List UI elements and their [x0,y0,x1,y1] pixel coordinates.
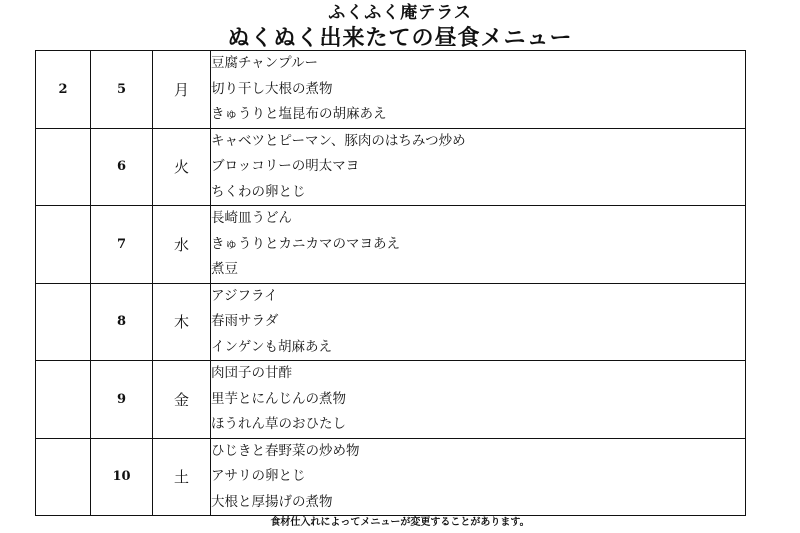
month-cell [36,361,91,439]
dish-item: ブロッコリーの明太マヨ [211,158,360,174]
weekday-cell: 火 [153,128,211,206]
dish-item: きゅうりとカニカマのマヨあえ [211,235,400,252]
dish-item: 里芋とにんじんの煮物 [211,390,346,407]
dish-item: 豆腐チャンプルー [211,55,319,71]
menu-body [36,51,746,516]
dish-item: きゅうりと塩昆布の胡麻あえ [211,106,387,122]
dish-item: インゲンも胡麻あえ [211,338,332,355]
dish-item: ほうれん草のおひたし [211,416,346,432]
lunch-menu-table [35,50,746,516]
dish-item: 切り干し大根の煮物 [211,80,333,97]
month-cell [36,283,91,361]
dishes-cell [211,361,746,439]
menu-row [36,206,746,284]
weekday-cell: 金 [153,361,211,439]
dishes-cell [211,438,746,516]
dish-item: キャベツとピーマン、豚肉のはちみつ炒め [211,132,466,149]
weekday-cell: 月 [153,51,211,129]
date-cell: 9 [91,361,153,439]
month-cell: 2 [36,51,91,129]
month-cell [36,438,91,516]
date-cell: 6 [91,128,153,206]
menu-row [36,361,746,439]
dish-item: ちくわの卵とじ [211,183,306,200]
dish-item: 大根と厚揚げの煮物 [211,493,333,510]
weekday-cell: 水 [153,206,211,284]
menu-title: ぬくぬく出来たての昼食メニュー [227,26,573,51]
dish-item: 長崎皿うどん [211,210,292,226]
date-cell: 7 [91,206,153,284]
dishes-cell [211,128,746,206]
dishes-cell [211,51,746,129]
dishes-cell [211,283,746,361]
dish-item: ひじきと春野菜の炒め物 [211,442,360,459]
menu-row [36,438,746,516]
menu-subtitle: ふくふく庵テラス [328,3,472,23]
menu-row [36,128,746,206]
dishes-cell [211,206,746,284]
weekday-cell: 木 [153,283,211,361]
menu-row [36,283,746,361]
title-block [0,2,800,52]
footer-note: 食材仕入れによってメニューが変更することがあります。 [270,517,530,528]
dish-item: アサリの卵とじ [211,468,306,484]
month-cell [36,206,91,284]
date-cell: 8 [91,283,153,361]
dish-item: 春雨サラダ [211,313,279,329]
date-cell: 5 [91,51,153,129]
date-cell: 10 [91,438,153,516]
dish-item: 煮豆 [211,261,238,277]
month-cell [36,128,91,206]
weekday-cell: 土 [153,438,211,516]
menu-row [36,51,746,129]
dish-item: 肉団子の甘酢 [211,365,292,381]
dish-item: アジフライ [211,287,278,304]
